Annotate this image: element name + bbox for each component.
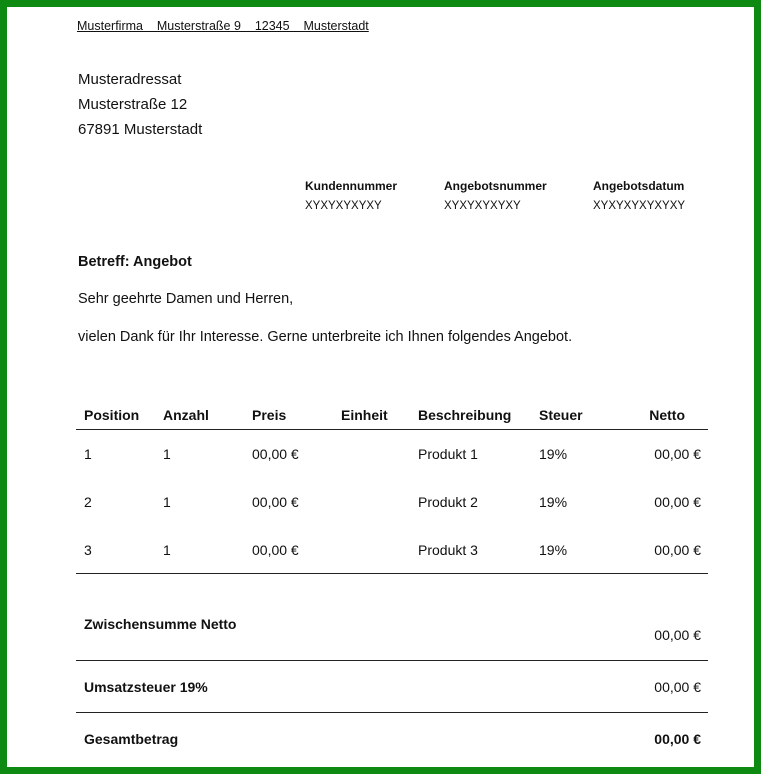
salutation: Sehr geehrte Damen und Herren, bbox=[78, 291, 294, 307]
cell-position: 3 bbox=[84, 542, 92, 558]
cell-netto: 00,00 € bbox=[654, 494, 701, 510]
total-label: Gesamtbetrag bbox=[84, 731, 179, 747]
header-beschreibung: Beschreibung bbox=[418, 407, 512, 423]
header-einheit: Einheit bbox=[341, 407, 388, 423]
recipient-name: Musteradressat bbox=[78, 71, 182, 88]
cell-preis: 00,00 € bbox=[252, 446, 299, 462]
cell-preis: 00,00 € bbox=[252, 494, 299, 510]
header-anzahl: Anzahl bbox=[163, 407, 209, 423]
intro-text: vielen Dank für Ihr Interesse. Gerne unterbreite ich Ihnen folgendes Angebot. bbox=[78, 329, 573, 345]
cell-netto: 00,00 € bbox=[654, 542, 701, 558]
cell-preis: 00,00 € bbox=[252, 542, 299, 558]
cell-position: 1 bbox=[84, 446, 92, 462]
meta-label: Angebotsnummer bbox=[444, 179, 547, 193]
offer-document bbox=[7, 7, 754, 767]
meta-value: XYXYXYXYXY bbox=[444, 200, 521, 212]
cell-steuer: 19% bbox=[539, 494, 568, 510]
header-preis: Preis bbox=[252, 407, 287, 423]
tax-rule bbox=[76, 712, 708, 713]
tax-value: 00,00 € bbox=[654, 679, 701, 695]
header-steuer: Steuer bbox=[539, 407, 583, 423]
recipient-address bbox=[78, 67, 202, 142]
header-netto: Netto bbox=[649, 407, 685, 423]
cell-beschreibung: Produkt 3 bbox=[418, 542, 478, 558]
cell-steuer: 19% bbox=[539, 446, 568, 462]
cell-beschreibung: Produkt 1 bbox=[418, 446, 478, 462]
meta-offer-number bbox=[444, 179, 547, 212]
sender-address-line: Musterfirma Musterstraße 9 12345 Musterstadt bbox=[77, 19, 369, 33]
subtotal-rule bbox=[76, 660, 708, 661]
recipient-street: Musterstraße 12 bbox=[78, 96, 188, 113]
cell-anzahl: 1 bbox=[163, 494, 171, 510]
total-value: 00,00 € bbox=[654, 731, 701, 747]
subtotal-label: Zwischensumme Netto bbox=[84, 616, 237, 632]
cell-position: 2 bbox=[84, 494, 92, 510]
subtotal-value: 00,00 € bbox=[654, 627, 701, 643]
cell-beschreibung: Produkt 2 bbox=[418, 494, 478, 510]
meta-offer-date bbox=[593, 179, 685, 212]
table-bottom-rule bbox=[76, 573, 708, 574]
meta-value: XYXYXYXYXYXY bbox=[593, 200, 686, 212]
cell-netto: 00,00 € bbox=[654, 446, 701, 462]
table-header-rule bbox=[76, 429, 708, 430]
header-position: Position bbox=[84, 407, 140, 423]
tax-label: Umsatzsteuer 19% bbox=[84, 679, 208, 695]
subject-line: Betreff: Angebot bbox=[78, 254, 192, 270]
meta-label: Angebotsdatum bbox=[593, 179, 685, 193]
meta-value: XYXYXYXYXY bbox=[305, 200, 382, 212]
meta-customer-number bbox=[305, 179, 397, 212]
cell-anzahl: 1 bbox=[163, 542, 171, 558]
recipient-city: 67891 Musterstadt bbox=[78, 121, 203, 138]
cell-steuer: 19% bbox=[539, 542, 568, 558]
meta-label: Kundennummer bbox=[305, 179, 398, 193]
cell-anzahl: 1 bbox=[163, 446, 171, 462]
